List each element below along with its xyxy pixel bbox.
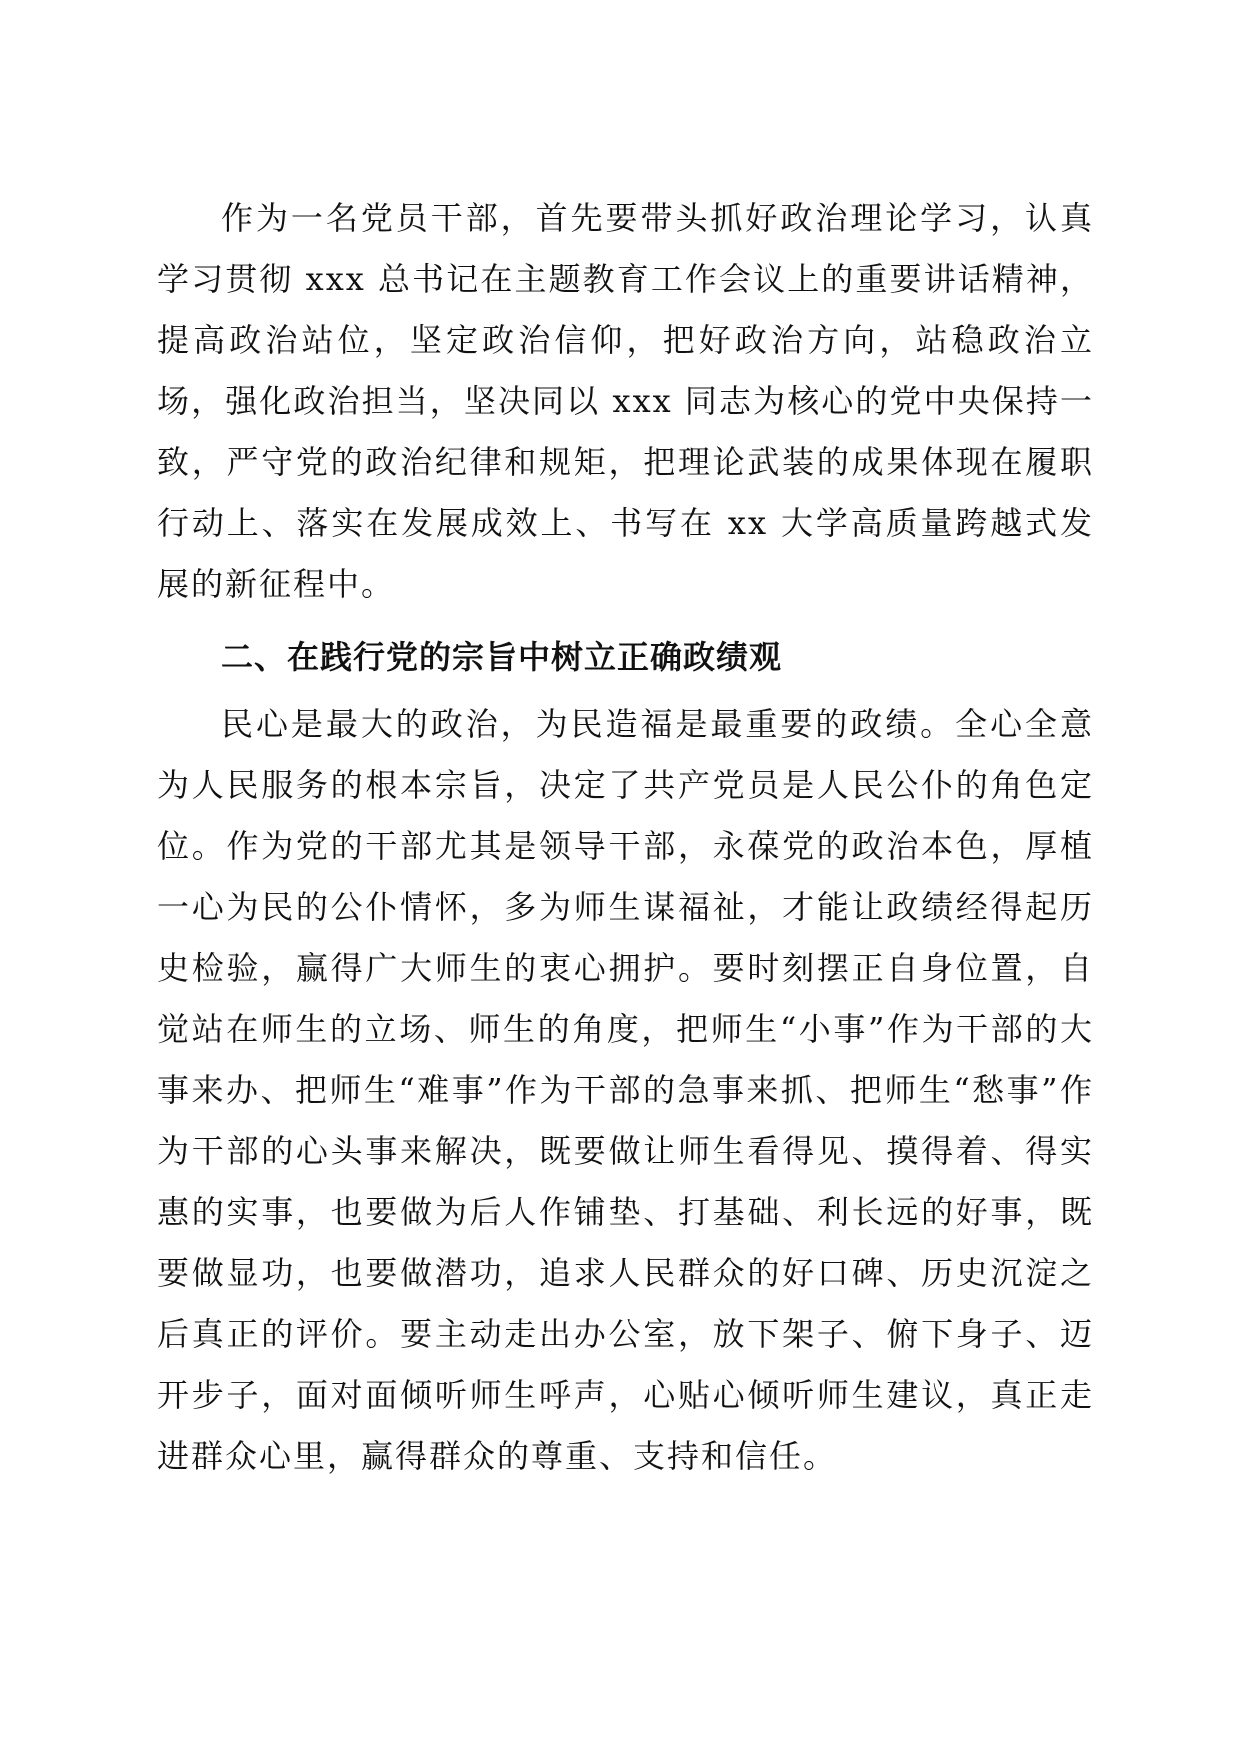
- section-heading-2: 二、在践行党的宗旨中树立正确政绩观: [221, 638, 783, 676]
- document-body: [157, 188, 1094, 1487]
- body-paragraph-2: 民心是最大的政治，为民造福是最重要的政绩。全心全意为人民服务的根本宗旨，决定了共产党员是人民公仆的角色定位。作为党的干部尤其是领导干部，永葆党的政治本色，厚植一心为民的公仆情怀，多为师生谋福祉，才能让政绩经得起历史检验，赢得广大师生的衷心拥护。要时刻摆正自身位置，自觉站在师生的立场、师生的角度，把师生“小事”作为干部的大事来办、把师生“难事”作为干部的急事来抓、把师生“愁事”作为干部的心头事来解决，既要做让师生看得见、摸得着、得实惠的实事，也要做为后人作铺垫、打基础、利长远的好事，既要做显功，也要做潜功，追求人民群众的好口碑、历史沉淀之后真正的评价。要主动走出办公室，放下架子、俯下身子、迈开步子，面对面倾听师生呼声，心贴心倾听师生建议，真正走进群众心里，赢得群众的尊重、支持和信任。: [157, 705, 1094, 1475]
- body-paragraph-1: 作为一名党员干部，首先要带头抓好政治理论学习，认真学习贯彻 xxx 总书记在主题教育工作会议上的重要讲话精神，提高政治站位，坚定政治信仰，把好政治方向，站稳政治立场，强化政治担当，坚决同以 xxx 同志为核心的党中央保持一致，严守党的政治纪律和规矩，把理论武装的成果体现在履职行动上、落实在发展成效上、书写在 xx 大学高质量跨越式发展的新征程中。: [157, 199, 1094, 603]
